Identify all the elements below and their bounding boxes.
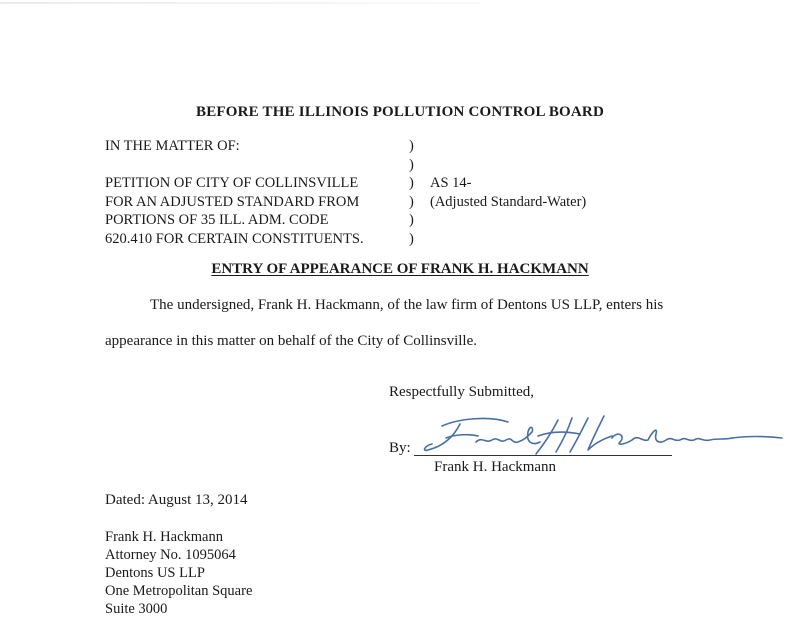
address-line: Dentons US LLP bbox=[105, 565, 205, 581]
caption-left: PORTIONS OF 35 ILL. ADM. CODE bbox=[105, 212, 329, 228]
caption-right bbox=[430, 230, 665, 249]
address-line: Attorney No. 1095064 bbox=[105, 547, 236, 563]
caption-row bbox=[105, 137, 665, 156]
caption-paren: ) bbox=[409, 230, 414, 247]
caption-paren: ) bbox=[409, 175, 414, 191]
date-line: Dated: August 13, 2014 bbox=[105, 492, 248, 508]
attorney-address bbox=[105, 528, 252, 618]
body-paragraph-line-2: appearance in this matter on behalf of the City of Collinsville. bbox=[105, 333, 477, 349]
address-line: One Metropolitan Square bbox=[105, 583, 253, 599]
caption-right bbox=[430, 156, 665, 175]
caption-left: PETITION OF CITY OF COLLINSVILLE bbox=[105, 175, 359, 191]
caption-row bbox=[105, 193, 665, 212]
caption-paren: ) bbox=[409, 156, 414, 173]
caption-row bbox=[105, 211, 665, 230]
caption-paren: ) bbox=[409, 193, 414, 210]
case-caption bbox=[105, 137, 665, 248]
signer-name: Frank H. Hackmann bbox=[434, 459, 557, 475]
caption-left: IN THE MATTER OF: bbox=[105, 138, 240, 154]
address-line: Frank H. Hackmann bbox=[105, 529, 223, 545]
caption-paren: ) bbox=[409, 138, 414, 154]
caption-right bbox=[430, 211, 665, 230]
appearance-title-text: ENTRY OF APPEARANCE OF FRANK H. HACKMANN bbox=[211, 261, 589, 277]
caption-row bbox=[105, 174, 665, 193]
caption-paren: ) bbox=[409, 212, 414, 228]
closing-text: Respectfully Submitted, bbox=[389, 384, 534, 400]
board-title: BEFORE THE ILLINOIS POLLUTION CONTROL BOARD bbox=[196, 104, 604, 120]
body-paragraph-line-1: The undersigned, Frank H. Hackmann, of the law firm of Dentons US LLP, enters his bbox=[150, 297, 664, 313]
scan-artifact-line bbox=[0, 2, 480, 4]
caption-right: (Adjusted Standard-Water) bbox=[430, 193, 587, 210]
caption-right bbox=[430, 137, 665, 156]
caption-row bbox=[105, 156, 665, 175]
caption-left bbox=[105, 156, 409, 175]
caption-row bbox=[105, 230, 665, 249]
appearance-title bbox=[0, 261, 800, 278]
signature-line bbox=[414, 455, 672, 456]
by-label: By: bbox=[389, 440, 411, 456]
caption-right: AS 14- bbox=[430, 175, 472, 191]
caption-left: FOR AN ADJUSTED STANDARD FROM bbox=[105, 193, 360, 210]
address-line: Suite 3000 bbox=[105, 601, 168, 617]
caption-left: 620.410 FOR CERTAIN CONSTITUENTS. bbox=[105, 230, 364, 247]
